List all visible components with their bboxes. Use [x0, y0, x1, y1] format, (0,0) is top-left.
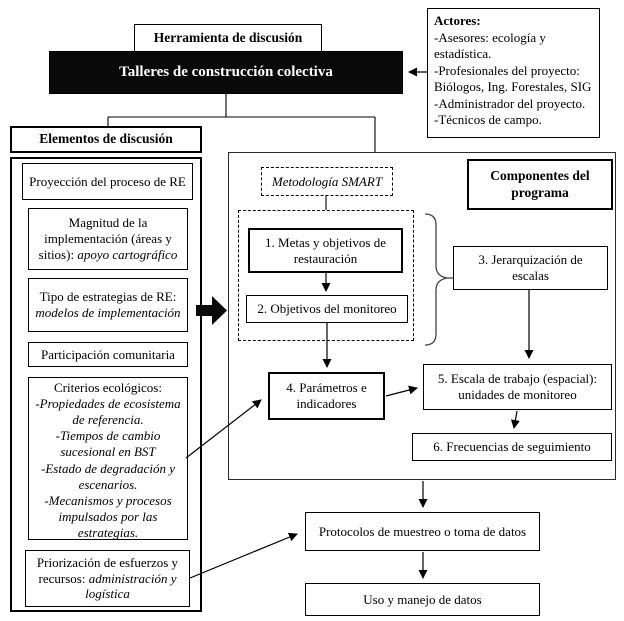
- uso-manejo-box: [305, 583, 540, 616]
- actores-box: [427, 8, 600, 138]
- metodologia-smart-label: Metodología SMART: [271, 173, 383, 189]
- magnitud-box: [28, 208, 188, 270]
- protocolos-label: Protocolos de muestreo o toma de datos: [318, 523, 527, 539]
- elementos-header-label: Elementos de discusión: [39, 131, 173, 147]
- actores-title: Actores:: [434, 13, 481, 28]
- criterios-box: [28, 377, 188, 540]
- magnitud-label: Magnitud de la implementación (áreas y sitios): apoyo cartográfico: [38, 215, 178, 262]
- criterios-item: -Propiedades de ecosistema de referencia.: [35, 396, 181, 428]
- elementos-header: [10, 126, 202, 153]
- criterios-item: -Tiempos de cambio sucesional en BST: [55, 428, 161, 460]
- metas-objetivos-label: 1. Metas y objetivos de restauración: [265, 234, 386, 266]
- tipo-estrategias-box: [28, 278, 188, 332]
- escala-trabajo-box: [423, 364, 612, 410]
- actores-item: -Técnicos de campo.: [434, 112, 542, 127]
- herramienta-box: [134, 24, 322, 52]
- criterios-item: -Mecanismos y procesos impulsados por las estrategias.: [44, 492, 172, 540]
- objetivos-monitoreo-box: [246, 295, 408, 323]
- criterios-item: -Estado de degradación y escenarios.: [41, 460, 175, 492]
- jerarquizacion-label: 3. Jerarquización de escalas: [478, 252, 583, 283]
- tipo-estrategias-label: Tipo de estrategias de RE: modelos de implementación: [35, 289, 181, 320]
- metas-objetivos-box: [248, 228, 403, 273]
- escala-trabajo-label: 5. Escala de trabajo (espacial): unidades de monitoreo: [437, 371, 598, 402]
- actores-item: -Administrador del proyecto.: [434, 95, 586, 111]
- jerarquizacion-box: [453, 246, 608, 290]
- parametros-label: 4. Parámetros e indicadores: [286, 380, 367, 411]
- componentes-header: [467, 159, 613, 210]
- frecuencias-label: 6. Frecuencias de seguimiento: [433, 439, 591, 455]
- actores-item: -Profesionales del proyecto: Biólogos, Ing. Forestales, SIG: [434, 62, 592, 94]
- priorizacion-box: [25, 550, 190, 607]
- herramienta-label: Herramienta de discusión: [153, 29, 303, 45]
- parametros-box: [268, 372, 385, 420]
- objetivos-monitoreo-label: 2. Objetivos del monitoreo: [257, 301, 397, 317]
- participacion-box: [28, 342, 188, 367]
- priorizacion-label: Priorización de esfuerzos y recursos: administración y logística: [36, 554, 179, 602]
- proyeccion-box: [22, 163, 193, 200]
- actores-item: -Asesores: ecología y estadística.: [434, 29, 546, 61]
- proyeccion-label: Proyección del proceso de RE: [29, 173, 186, 189]
- participacion-label: Participación comunitaria: [41, 346, 175, 362]
- frecuencias-box: [412, 433, 612, 461]
- criterios-title: Criterios ecológicos:: [54, 380, 162, 395]
- metodologia-smart-box: [261, 167, 393, 196]
- protocolos-box: [305, 512, 540, 551]
- uso-manejo-label: Uso y manejo de datos: [363, 591, 482, 607]
- componentes-header-label: Componentes del programa: [490, 168, 590, 200]
- talleres-label: Talleres de construcción colectiva: [119, 64, 333, 81]
- talleres-box: [49, 51, 403, 94]
